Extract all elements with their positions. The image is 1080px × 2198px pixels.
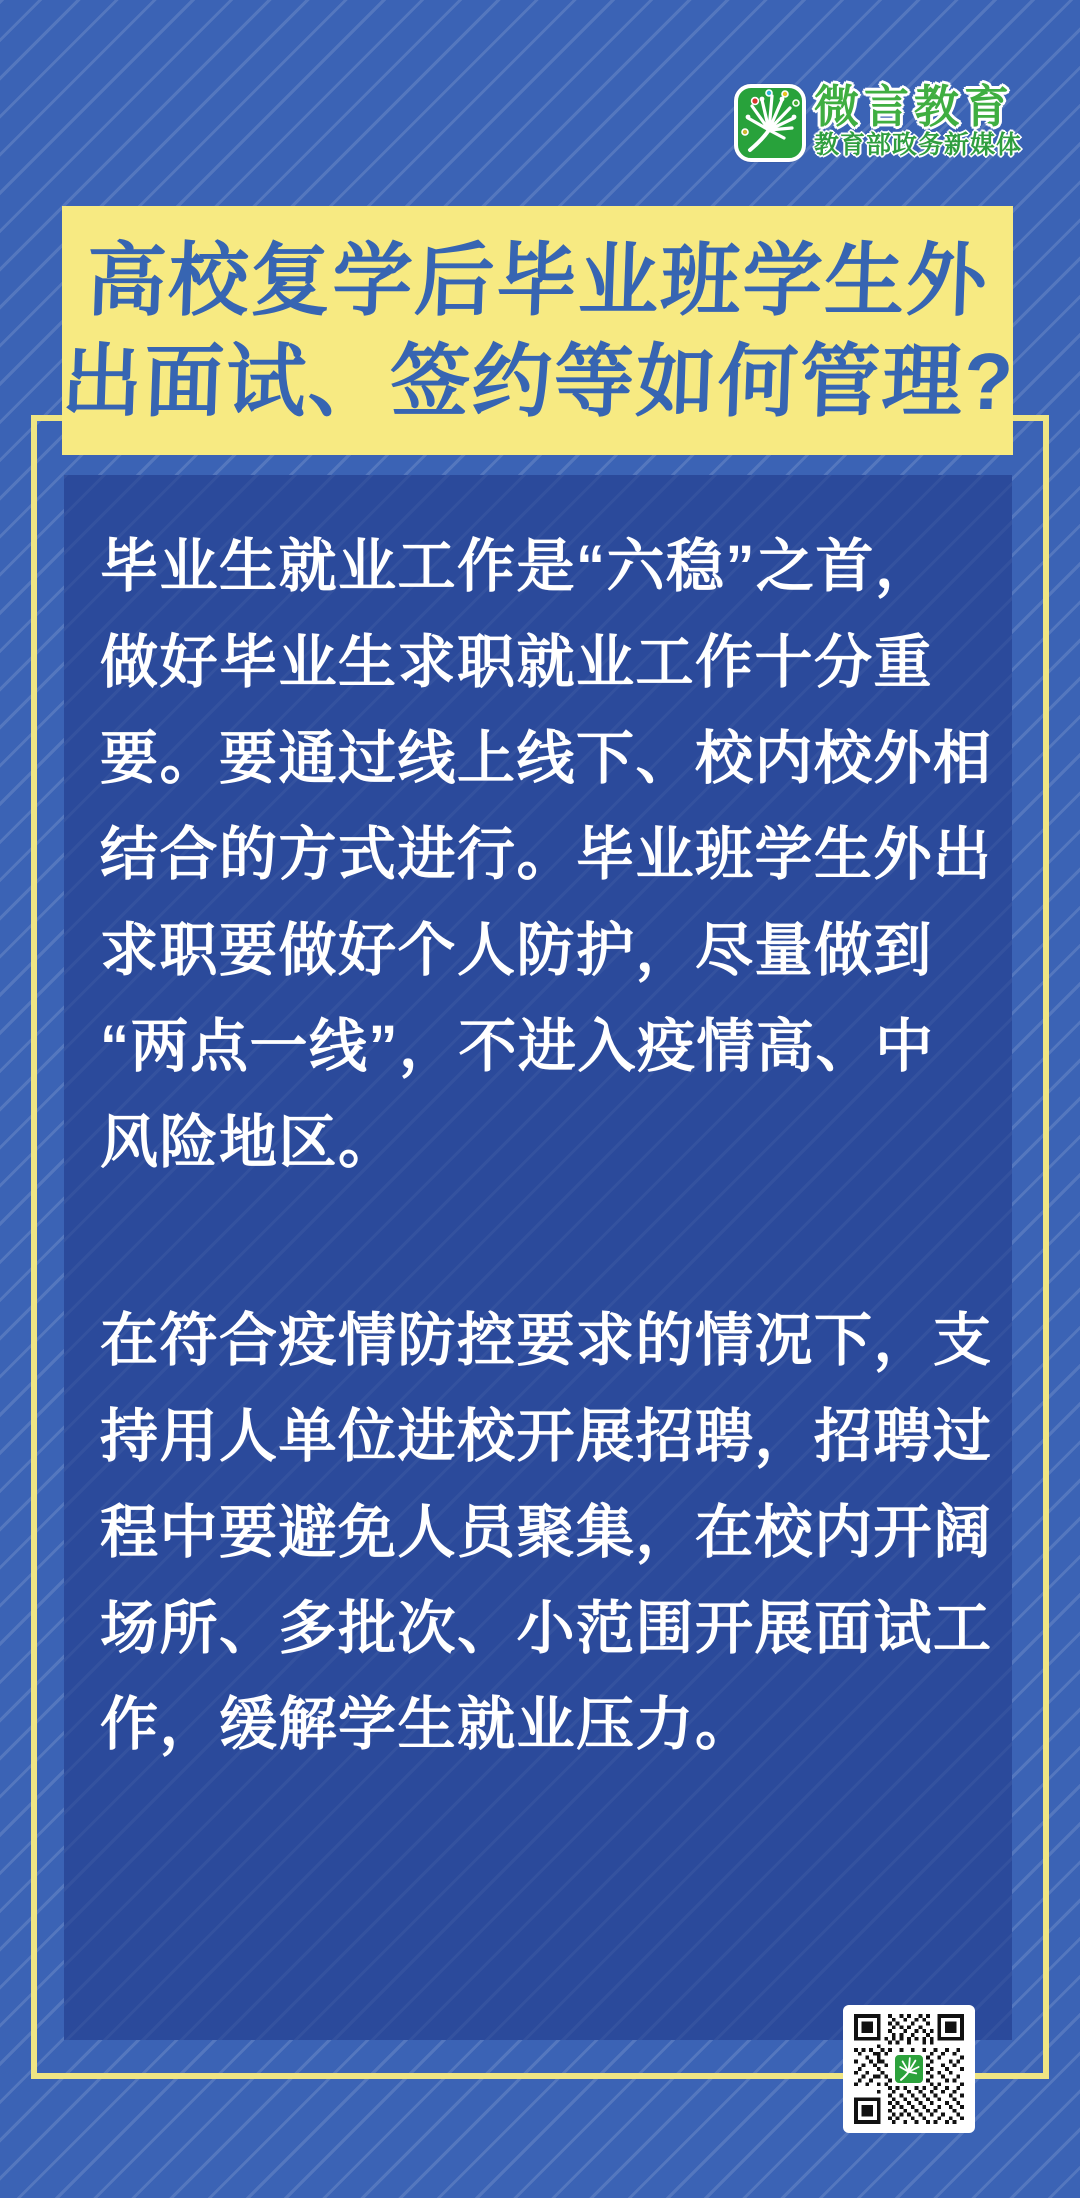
logo-text <box>814 81 1023 159</box>
paragraph-2 <box>100 1293 992 1773</box>
text-line: 结合的方式进行。毕业班学生外出 <box>100 822 993 887</box>
title-banner <box>60 206 1017 455</box>
text-line: 作，缓解学生就业压力。 <box>100 1692 755 1757</box>
content-card <box>64 475 1012 2040</box>
qr-card <box>843 2005 975 2133</box>
page-title-line-1: 高校复学后毕业班学生外 <box>84 236 991 325</box>
text-line: 持用人单位进校开展招聘，招聘过 <box>100 1404 993 1469</box>
text-line: 场所、多批次、小范围开展面试工 <box>100 1596 993 1661</box>
page-title-line-2: 出面试、签约等如何管理? <box>60 337 1017 426</box>
text-line: 做好毕业生求职就业工作十分重 <box>100 630 934 695</box>
text-line: 程中要避免人员聚集，在校内开阔 <box>100 1500 993 1565</box>
dandelion-icon <box>734 84 806 162</box>
text-line: 毕业生就业工作是“六稳”之首， <box>100 534 935 599</box>
text-line: 在符合疫情防控要求的情况下，支 <box>100 1308 993 1373</box>
text-line: “两点一线”，不进入疫情高、中 <box>100 1014 935 1079</box>
text-line: 风险地区。 <box>100 1110 398 1175</box>
paragraph-1 <box>100 519 992 1191</box>
text-line: 求职要做好个人防护，尽量做到 <box>100 918 934 983</box>
qr-center-dandelion-icon <box>892 2052 926 2086</box>
text-line: 要。要通过线上线下、校内校外相 <box>100 726 993 791</box>
logo-title: 微言教育 <box>814 81 1015 132</box>
brand-logo <box>734 81 1023 162</box>
logo-subtitle: 教育部政务新媒体 <box>814 131 1023 159</box>
